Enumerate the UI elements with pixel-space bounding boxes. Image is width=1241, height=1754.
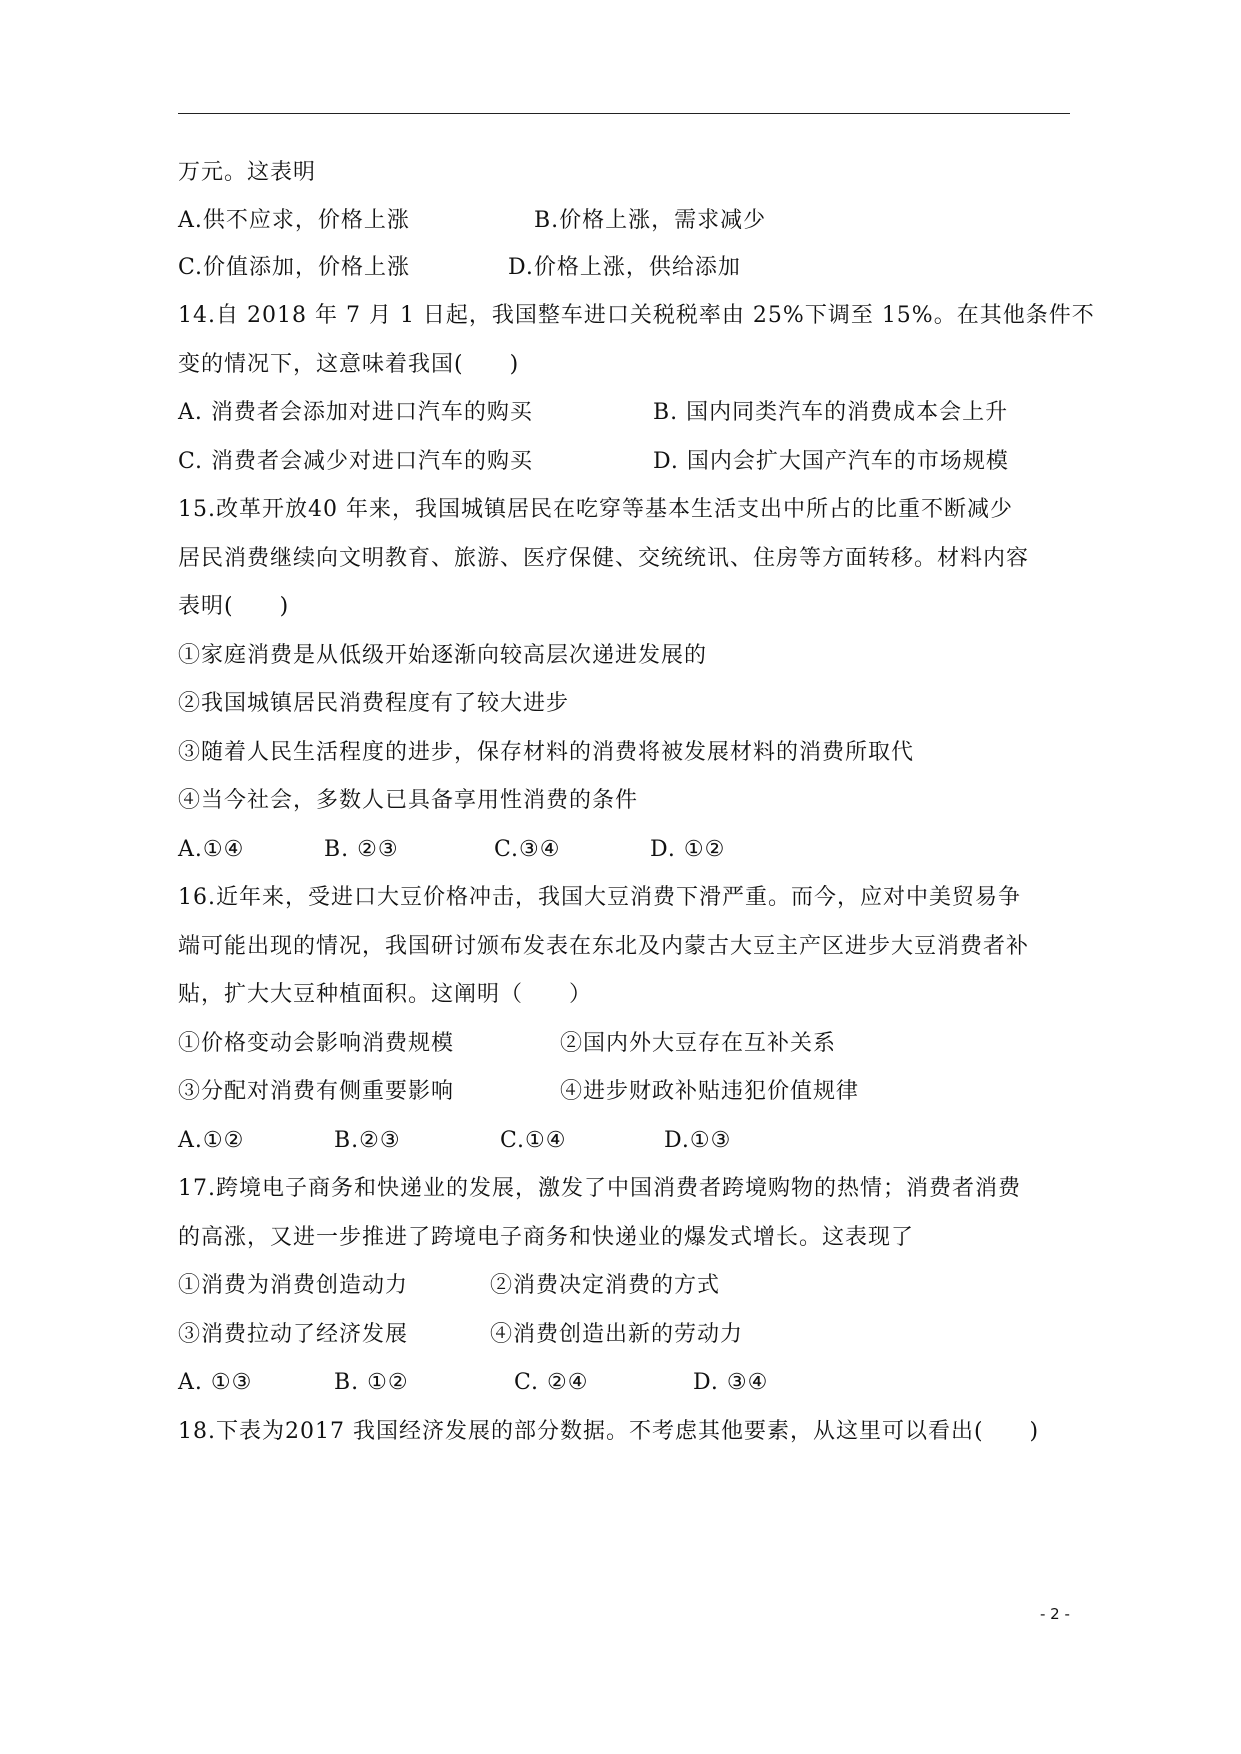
q15-option-d: D. ①② [650,837,726,862]
q16-stem-line1: 16.近年来，受进口大豆价格冲击，我国大豆消费下滑严重。而今，应对中美贸易争 [178,885,1021,910]
q17-option-b: B. ①② [334,1370,409,1395]
q14-option-b: B. 国内同类汽车的消费成本会上升 [653,400,1009,425]
q15-option-c: C.③④ [494,837,561,862]
q14-option-a: A. 消费者会添加对进口汽车的购买 [178,400,533,425]
q15-statement-4: ④当今社会，多数人已具备享用性消费的条件 [178,788,639,813]
q16-option-c: C.①④ [500,1128,567,1153]
page-number: - 2 - [1040,1605,1070,1623]
q17-statement-4: ④消费创造出新的劳动力 [490,1322,744,1347]
q15-option-a: A.①④ [178,837,245,862]
q14-option-d: D. 国内会扩大国产汽车的市场规模 [653,449,1009,474]
q13-option-d: D.价格上涨，供给添加 [508,255,741,280]
q17-stem-line1: 17.跨境电子商务和快递业的发展，激发了中国消费者跨境购物的热情；消费者消费 [178,1176,1021,1201]
q15-statement-1: ①家庭消费是从低级开始逐渐向较高层次递进发展的 [178,643,708,668]
q15-stem-line1: 15.改革开放40 年来，我国城镇居民在吃穿等基本生活支出中所占的比重不断减少 [178,497,1013,522]
q15-stem-line3: 表明( ) [178,594,290,619]
q13-option-a: A.供不应求，价格上涨 [178,208,410,233]
q14-stem-line2: 变的情况下，这意味着我国( ) [178,352,520,377]
q17-stem-line2: 的高涨，又进一步推进了跨境电子商务和快递业的爆发式增长。这表现了 [178,1225,915,1250]
q13-option-b: B.价格上涨，需求减少 [534,208,767,233]
q17-option-c: C. ②④ [514,1370,589,1395]
q16-statement-4: ④进步财政补贴违犯价值规律 [560,1079,860,1104]
q16-option-d: D.①③ [664,1128,732,1153]
q15-option-b: B. ②③ [324,837,399,862]
q17-option-a: A. ①③ [178,1370,253,1395]
q15-statement-2: ②我国城镇居民消费程度有了较大进步 [178,691,570,716]
q16-statement-3: ③分配对消费有侧重要影响 [178,1079,455,1104]
text-line: 万元。这表明 [178,160,317,185]
q16-option-a: A.①② [178,1128,245,1153]
q13-option-c: C.价值添加，价格上涨 [178,255,411,280]
header-rule [178,113,1070,114]
q17-statement-3: ③消费拉动了经济发展 [178,1322,409,1347]
q17-statement-1: ①消费为消费创造动力 [178,1273,409,1298]
q18-stem: 18.下表为2017 我国经济发展的部分数据。不考虑其他要素，从这里可以看出( ) [178,1419,1040,1444]
q15-statement-3: ③随着人民生活程度的进步，保存材料的消费将被发展材料的消费所取代 [178,740,915,765]
q14-stem-line1: 14.自 2018 年 7 月 1 日起，我国整车进口关税税率由 25%下调至 15%。在其他条件不 [178,303,1095,328]
q16-option-b: B.②③ [334,1128,401,1153]
q17-statement-2: ②消费决定消费的方式 [490,1273,721,1298]
q16-statement-2: ②国内外大豆存在互补关系 [560,1031,837,1056]
q15-stem-line2: 居民消费继续向文明教育、旅游、医疗保健、交统统讯、住房等方面转移。材料内容 [178,546,1030,571]
q16-stem-line3: 贴，扩大大豆种植面积。这阐明（ ） [178,982,593,1007]
q16-stem-line2: 端可能出现的情况，我国研讨颁布发表在东北及内蒙古大豆主产区进步大豆消费者补 [178,934,1030,959]
q16-statement-1: ①价格变动会影响消费规模 [178,1031,455,1056]
q17-option-d: D. ③④ [693,1370,769,1395]
q14-option-c: C. 消费者会减少对进口汽车的购买 [178,449,534,474]
